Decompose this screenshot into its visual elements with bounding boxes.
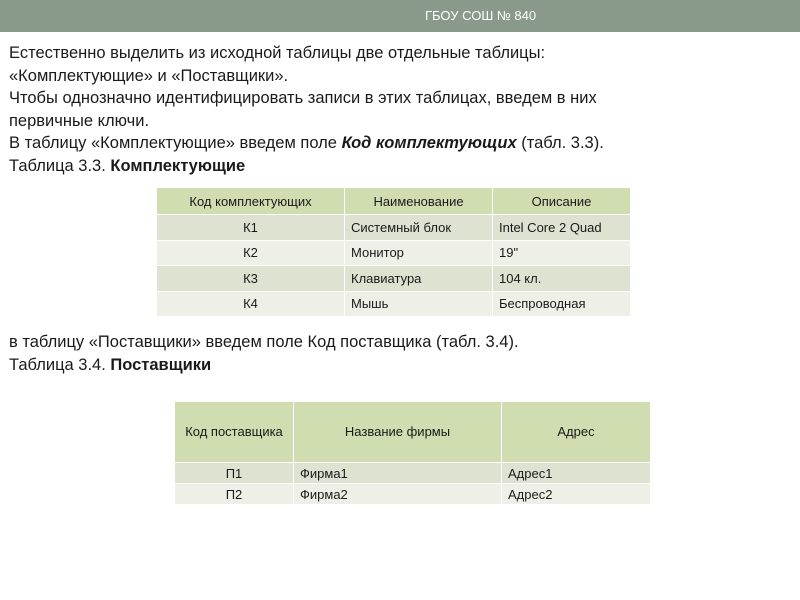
table-row: [157, 291, 631, 317]
body-text: [9, 42, 789, 177]
table-cell: Адрес2: [502, 484, 651, 505]
suppliers-table: [174, 401, 651, 505]
table-cell: Монитор: [345, 240, 493, 266]
text-fragment: (табл. 3.3).: [516, 134, 604, 152]
school-name: ГБОУ СОШ № 840: [425, 8, 537, 23]
column-header: Код комплектующих: [157, 188, 345, 215]
table-cell: П1: [175, 463, 294, 484]
caption-title: Комплектующие: [110, 156, 246, 175]
text-line: первичные ключи.: [9, 111, 150, 130]
table-cell: 19": [493, 240, 631, 266]
caption-title: Поставщики: [110, 355, 212, 374]
field-name-emphasis: Код комплектующих: [341, 134, 517, 152]
caption-prefix: Таблица 3.4.: [9, 355, 111, 374]
table-cell: К2: [157, 240, 345, 266]
caption-prefix: Таблица 3.3.: [9, 156, 111, 175]
table-cell: Беспроводная: [493, 291, 631, 317]
column-header: Описание: [493, 188, 631, 215]
text-line: «Комплектующие» и «Поставщики».: [9, 66, 289, 85]
table-cell: К1: [157, 215, 345, 241]
table-cell: 104 кл.: [493, 266, 631, 292]
column-header: Код поставщика: [175, 402, 294, 463]
text-line: [9, 132, 789, 155]
table-caption: [9, 354, 789, 377]
column-header: Адрес: [502, 402, 651, 463]
components-table: [156, 187, 631, 317]
body-text-2: [9, 331, 789, 376]
table-caption: [9, 155, 789, 178]
table-row: [157, 266, 631, 292]
table-row: [175, 463, 651, 484]
table-cell: П2: [175, 484, 294, 505]
table-row: [157, 215, 631, 241]
table-row: [157, 240, 631, 266]
column-header: Название фирмы: [294, 402, 502, 463]
text-line: Чтобы однозначно идентифицировать записи в этих таблицах, введем в них: [9, 89, 597, 107]
table-cell: Адрес1: [502, 463, 651, 484]
table-cell: Мышь: [345, 291, 493, 317]
table-cell: Фирма1: [294, 463, 502, 484]
table-header-row: [157, 188, 631, 215]
text-fragment: В таблицу «Комплектующие» введем поле: [9, 134, 342, 152]
table-cell: Фирма2: [294, 484, 502, 505]
text-line: в таблицу «Поставщики» введем поле Код поставщика (табл. 3.4).: [9, 333, 519, 351]
table-row: [175, 484, 651, 505]
text-line: Естественно выделить из исходной таблицы две отдельные таблицы:: [9, 44, 546, 62]
column-header: Наименование: [345, 188, 493, 215]
table-cell: Intel Core 2 Quad: [493, 215, 631, 241]
table-header-row: [175, 402, 651, 463]
table-cell: К3: [157, 266, 345, 292]
table-cell: Системный блок: [345, 215, 493, 241]
top-bar: [0, 0, 800, 32]
table-cell: К4: [157, 291, 345, 317]
table-cell: Клавиатура: [345, 266, 493, 292]
